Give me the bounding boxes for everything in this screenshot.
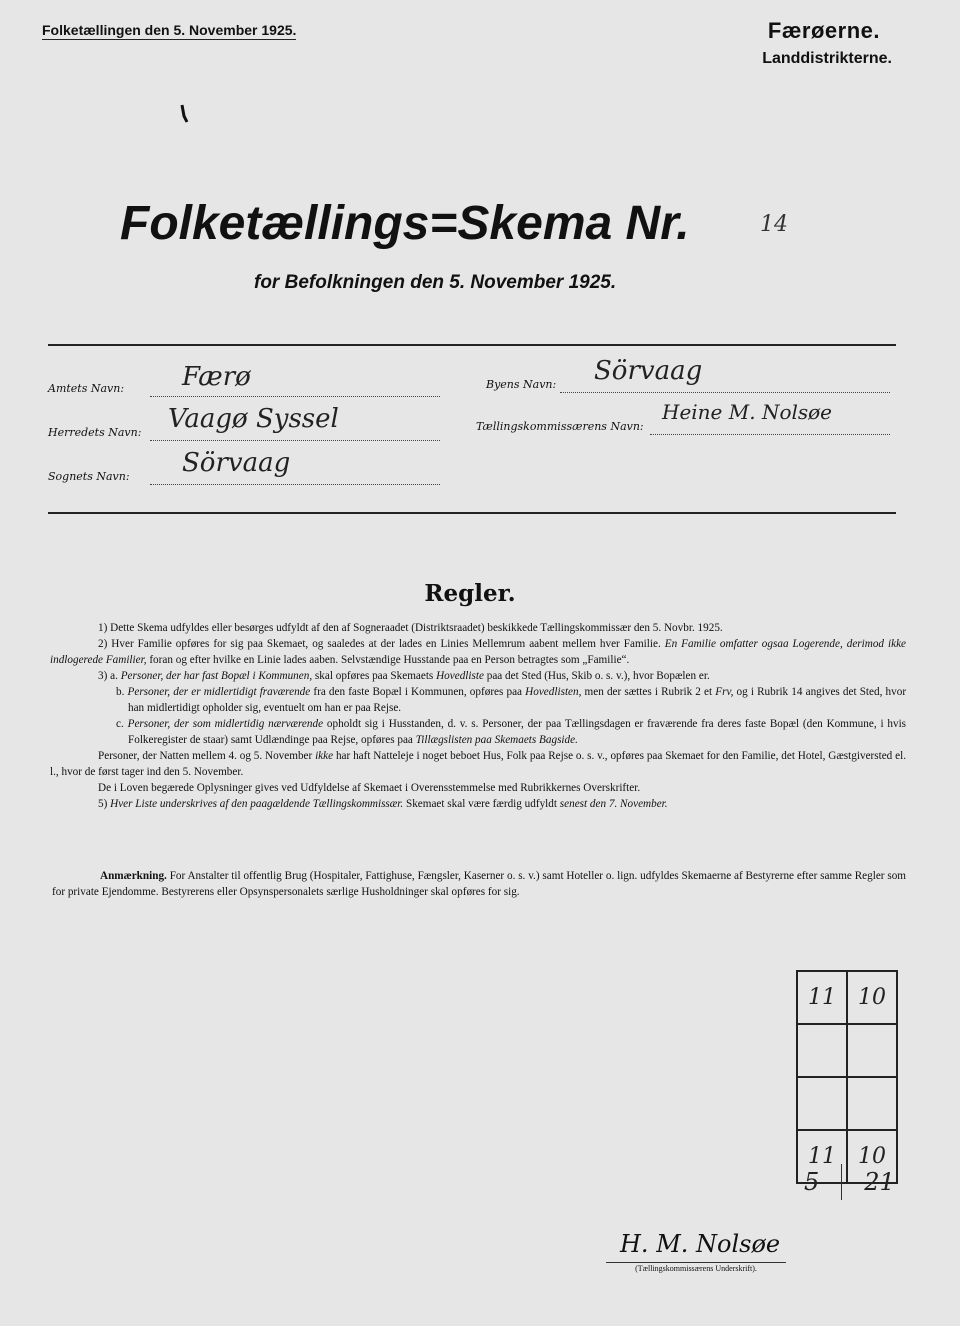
rules-text bbox=[50, 620, 906, 812]
rule-3d: Personer, der Natten mellem 4. og 5. November ikke har haft Natteleje i noget beboet Hus, Folk paa Rejse o. s. v., opføres paa Skemaet for den Familie, det Hotel, Gæstgiversted el. l., hvor de først tager ind den 5. November. bbox=[50, 750, 906, 778]
tally-footer bbox=[804, 1168, 895, 1200]
rule-3a: 3) a. Personer, der har fast Bopæl i Kommunen, skal opføres paa Skemaets Hovedliste paa det Sted (Hus, Skib o. s. v.), hvor Bopælen er. bbox=[98, 670, 710, 682]
amt-value: Færø bbox=[182, 362, 251, 392]
pencil-tick-icon bbox=[180, 104, 190, 124]
header-region: Færøerne. bbox=[767, 18, 880, 43]
rule-5: 5) Hver Liste underskrives af den paagældende Tællingskommissær. Skemaet skal være færdig udfyldt senest den 7. November. bbox=[98, 798, 668, 810]
by-line bbox=[560, 392, 890, 393]
rule-2: 2) Hver Familie opføres for sig paa Skemaet, og saaledes at der lades en Linies Mellemrum aabent mellem hver Familie. En Familie omfatter ogsaa Logerende, derimod ikke indlogerede Familier, foran og efter hvilke en Linie lades aaben. Selvstændige Husstande paa en Person betragtes som „Familie“. bbox=[50, 638, 907, 666]
annotation-note bbox=[52, 868, 906, 900]
annotation-label: Anmærkning. bbox=[100, 870, 167, 882]
form-title: Folketællings=Skema Nr. bbox=[120, 197, 690, 250]
sogn-value: Sörvaag bbox=[182, 448, 291, 478]
rule-3b: b. Personer, der er midlertidigt fraværende fra den faste Bopæl i Kommunen, opføres paa Hovedlisten, men der sættes i Rubrik 2 et Frv, og i Rubrik 14 angives det Sted, hvor han midlertidigt opholder sig, eventuelt om han er paa Rejse. bbox=[116, 686, 907, 714]
rule-4: De i Loven begærede Oplysninger gives ved Udfyldelse af Skemaet i Overensstemmelse med Rubrikkernes Overskrifter. bbox=[98, 782, 641, 794]
sogn-label: Sognets Navn: bbox=[48, 470, 130, 483]
table-row bbox=[797, 1024, 897, 1077]
rule-1: 1) Dette Skema udfyldes eller besørges udfyldt af den af Sogneraadet (Distriktsraadet) beskikkede Tællingskommissær den 5. Novbr. 1925. bbox=[98, 622, 723, 634]
header-district-type: Landdistrikterne. bbox=[762, 50, 892, 67]
header-census-date: Folketællingen den 5. November 1925. bbox=[42, 22, 297, 38]
sogn-line bbox=[150, 484, 440, 485]
herred-label: Herredets Navn: bbox=[48, 426, 142, 439]
kommissaer-label: Tællingskommissærens Navn: bbox=[476, 420, 644, 433]
table-row bbox=[797, 1077, 897, 1130]
signature-caption: (Tællingskommissærens Underskrift). bbox=[635, 1264, 757, 1273]
rules-heading: Regler. bbox=[424, 580, 516, 607]
tally-cell bbox=[847, 1077, 897, 1130]
tally-cell bbox=[847, 1024, 897, 1077]
form-number: 14 bbox=[760, 212, 788, 237]
herred-value: Vaagø Syssel bbox=[168, 404, 339, 434]
rule-3c: c. Personer, der som midlertidig nærværende opholdt sig i Husstanden, d. v. s. Personer, der paa Tællingsdagen er fraværende fra deres faste Bopæl (den Kommune, i hvis Folkeregister de staar) samt Udlændinge paa Rejse, opføres paa Tillægslisten paa Skemaets Bagside. bbox=[116, 718, 907, 746]
kommissaer-line bbox=[650, 434, 890, 435]
tally-cell bbox=[797, 1077, 847, 1130]
tally-cell: 11 bbox=[797, 1130, 847, 1183]
signature-line bbox=[606, 1262, 786, 1263]
tally-footer-left: 5 bbox=[804, 1168, 820, 1196]
amt-line bbox=[150, 396, 440, 397]
by-label: Byens Navn: bbox=[486, 378, 557, 391]
kommissaer-value: Heine M. Nolsøe bbox=[662, 400, 833, 424]
tally-footer-right: 21 bbox=[864, 1168, 895, 1196]
amt-label: Amtets Navn: bbox=[48, 382, 125, 395]
tally-cell bbox=[797, 1024, 847, 1077]
signature: H. M. Nolsøe bbox=[620, 1230, 781, 1258]
tally-table bbox=[796, 970, 898, 1184]
form-subtitle: for Befolkningen den 5. November 1925. bbox=[254, 272, 617, 293]
divider-top bbox=[48, 344, 896, 346]
tally-footer-divider bbox=[841, 1164, 842, 1200]
herred-line bbox=[150, 440, 440, 441]
tally-cell: 11 bbox=[797, 971, 847, 1024]
table-row bbox=[797, 971, 897, 1024]
annotation-text: For Anstalter til offentlig Brug (Hospitaler, Fattighuse, Fængsler, Kaserner o. s. v.) samt Hoteller o. lign. udfyldes Skemaerne af Bestyrerne efter samme Regler som for private Ejendomme. Bestyrerens eller Opsynspersonalets særlige Husholdninger skal opføres for sig. bbox=[52, 870, 907, 898]
divider-bottom bbox=[48, 512, 896, 514]
by-value: Sörvaag bbox=[594, 356, 703, 386]
tally-cell: 10 bbox=[847, 971, 897, 1024]
tally-cell: 10 bbox=[847, 1130, 897, 1183]
